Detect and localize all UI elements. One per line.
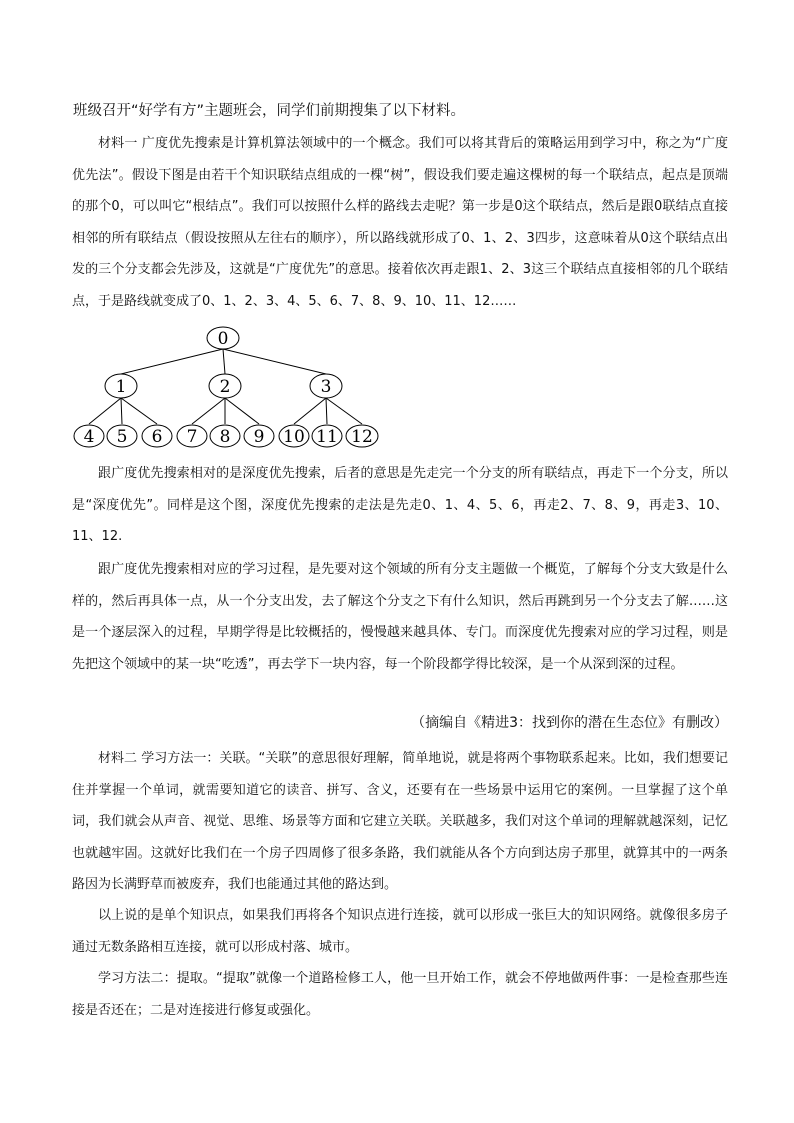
- edge-0-1: [121, 349, 223, 374]
- edge-1-6: [121, 398, 157, 424]
- material2-paragraph-3: 学习方法二：提取。“提取”就像一个道路检修工人，他一旦开始工作，就会不停地做两件事：一是检查那些连接是否还在；二是对连接进行修复或强化。: [72, 971, 728, 1018]
- tree-node-level2-c: [142, 425, 172, 447]
- tree-node-level2-g: [279, 425, 309, 447]
- material1-paragraph-2: 跟广度优先搜索相对的是深度优先搜索，后者的意思是先走完一个分支的所有联结点，再走下一个分支，所以是“深度优先”。同样是这个图，深度优先搜索的走法是先走0、1、4、5、6，再走2、7、8、9，再走3、10、11、12.: [72, 466, 728, 544]
- svg-text:8: 8: [219, 427, 231, 447]
- material2-paragraph-1: 材料二 学习方法一：关联。“关联”的意思很好理解，简单地说，就是将两个事物联系起来。比如，我们想要记住并掌握一个单词，就需要知道它的读音、拼写、含义，还要有在一些场景中运用它的案例。一旦掌握了这个单词，我们就会从声音、视觉、思维、场景等方面和它建立关联。关联越多，我们对这个单词的理解就越深刻，记忆也就越牢固。这就好比我们在一个房子四周修了很多条路，我们就能从各个方向到达房子那里，就算其中的一两条路因为长满野草而被废弃，我们也能通过其他的路达到。: [72, 751, 728, 892]
- edge-3-10: [294, 398, 326, 424]
- svg-text:6: 6: [151, 427, 163, 447]
- tree-node-level1-a: [105, 374, 137, 398]
- edge-0-2: [223, 349, 225, 374]
- tree-node-root: [207, 327, 239, 349]
- svg-text:7: 7: [186, 427, 198, 447]
- svg-text:5: 5: [116, 427, 128, 447]
- tree-node-level2-f: [244, 425, 274, 447]
- svg-text:4: 4: [83, 427, 95, 447]
- tree-node-level2-i: [346, 425, 378, 447]
- svg-text:11: 11: [316, 427, 338, 447]
- edge-3-12: [326, 398, 362, 424]
- svg-text:3: 3: [320, 377, 332, 397]
- tree-node-level2-a: [74, 425, 104, 447]
- edge-1-4: [89, 398, 121, 424]
- edge-2-9: [225, 398, 259, 424]
- tree-node-level2-h: [312, 425, 342, 447]
- svg-text:0: 0: [217, 329, 229, 349]
- knowledge-tree-diagram: [68, 322, 388, 450]
- material1-paragraph-1: 材料一 广度优先搜索是计算机算法领域中的一个概念。我们可以将其背后的策略运用到学习中，称之为“广度优先法”。假设下图是由若干个知识联结点组成的一棵“树”，假设我们要走遍这棵树的每一个联结点，起点是顶端的那个0，可以叫它“根结点”。我们可以按照什么样的路线去走呢？第一步是0这个联结点，然后是跟0联结点直接相邻的所有联结点（假设按照从左往右的顺序），所以路线就形成了0、1、2、3四步，这意味着从0这个联结点出发的三个分支都会先涉及，这就是“广度优先”的意思。接着依次再走跟1、2、3这三个联结点直接相邻的几个联结点，于是路线就变成了0、1、2、3、4、5、6、7、8、9、10、11、12……: [72, 136, 728, 309]
- tree-node-level2-b: [107, 425, 137, 447]
- material1-paragraph-3: 跟广度优先搜索相对应的学习过程，是先要对这个领域的所有分支主题做一个概览，了解每个分支大致是什么样的，然后再具体一点，从一个分支出发，去了解这个分支之下有什么知识，然后再跳到另一个分支去了解……这是一个逐层深入的过程，早期学得是比较概括的，慢慢越来越具体、专门。而深度优先搜索对应的学习过程，则是先把这个领域中的某一块“吃透”，再去学下一块内容，每一个阶段都学得比较深，是一个从深到深的过程。: [72, 562, 728, 672]
- tree-node-level2-e: [210, 425, 240, 447]
- edge-0-3: [223, 349, 326, 374]
- edge-1-5: [121, 398, 122, 424]
- svg-text:10: 10: [283, 427, 305, 447]
- edge-2-7: [192, 398, 225, 424]
- material2-paragraph-2: 以上说的是单个知识点，如果我们再将各个知识点进行连接，就可以形成一张巨大的知识网络。就像很多房子通过无数条路相互连接，就可以形成村落、城市。: [72, 908, 728, 955]
- material1-source-citation: （摘编自《精进3：找到你的潜在生态位》有删改）: [411, 715, 728, 731]
- svg-text:12: 12: [351, 427, 373, 447]
- svg-text:9: 9: [253, 427, 265, 447]
- tree-node-level1-b: [209, 374, 241, 398]
- tree-node-level1-c: [310, 374, 342, 398]
- svg-text:1: 1: [115, 377, 127, 397]
- svg-text:2: 2: [219, 377, 231, 397]
- tree-node-level2-d: [177, 425, 207, 447]
- intro-text: 班级召开“好学有方”主题班会，同学们前期搜集了以下材料。: [73, 103, 466, 119]
- edge-3-11: [326, 398, 327, 424]
